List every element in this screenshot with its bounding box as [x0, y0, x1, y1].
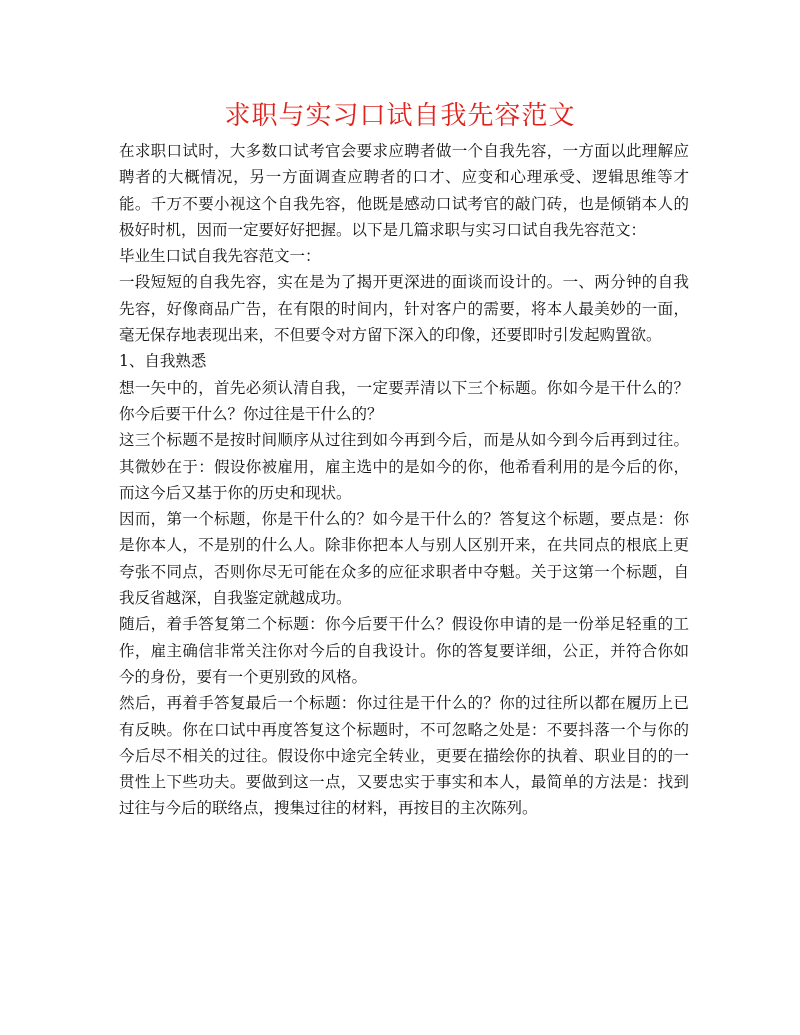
document-body [119, 138, 689, 822]
paragraph-overview: 一段短短的自我先容，实在是为了揭开更深进的面谈而设计的。一、两分钟的自我先容，好像商品广告，在有限的时间内，针对客户的需要，将本人最美妙的一面，毫无保存地表现出来，不但要令对方留下深入的印像，还要即时引发起购置欲。 [119, 273, 689, 345]
document-title: 求职与实习口试自我先容范文 [224, 101, 576, 131]
paragraph-three-questions: 想一矢中的，首先必须认清自我，一定要弄清以下三个标题。你如今是干什么的？你今后要干什么？你过往是干什么的？ [119, 378, 689, 423]
paragraph-sample-heading: 毕业生口试自我先容范文一： [119, 247, 321, 266]
paragraph-intro: 在求职口试时，大多数口试考官会要求应聘者做一个自我先容，一方面以此理解应聘者的大概情况，另一方面调查应聘者的口才、应变和心理承受、逻辑思维等才能。千万不要小视这个自我先容，他既是感动口试考官的敲门砖，也是倾销本人的极好时机，因而一定要好好把握。以下是几篇求职与实习口试自我先容范文： [119, 142, 689, 239]
paragraph-last-question: 然后，再着手答复最后一个标题：你过往是干什么的？你的过往所以都在履历上已有反映。你在口试中再度答复这个标题时，不可忽略之处是：不要抖落一个与你的今后尽不相关的过往。假设你中途完全转业，更要在描绘你的执着、职业目的的一贯性上下些功夫。要做到这一点，又要忠实于事实和本人，最简单的方法是：找到过往与今后的联络点，搜集过往的材料，再按目的主次陈列。 [119, 694, 689, 818]
paragraph-section-heading: 1、自我熟悉 [119, 352, 207, 371]
paragraph-first-question: 因而，第一个标题，你是干什么的？如今是干什么的？答复这个标题，要点是：你是你本人，不是别的什么人。除非你把本人与别人区别开来，在共同点的根底上更夸张不同点，否则你尽无可能在众多的应征求职者中夺魁。关于这第一个标题，自我反省越深，自我鉴定就越成功。 [119, 510, 689, 608]
paragraph-order: 这三个标题不是按时间顺序从过往到如今再到今后，而是从如今到今后再到过往。其微妙在于：假设你被雇用，雇主选中的是如今的你，他希看利用的是今后的你，而这今后又基于你的历史和现状。 [119, 431, 689, 502]
paragraph-second-question: 随后，着手答复第二个标题：你今后要干什么？假设你申请的是一份举足轻重的工作，雇主确信非常关注你对今后的自我设计。你的答复要详细，公正，并符合你如今的身份，要有一个更别致的风格。 [119, 615, 689, 686]
